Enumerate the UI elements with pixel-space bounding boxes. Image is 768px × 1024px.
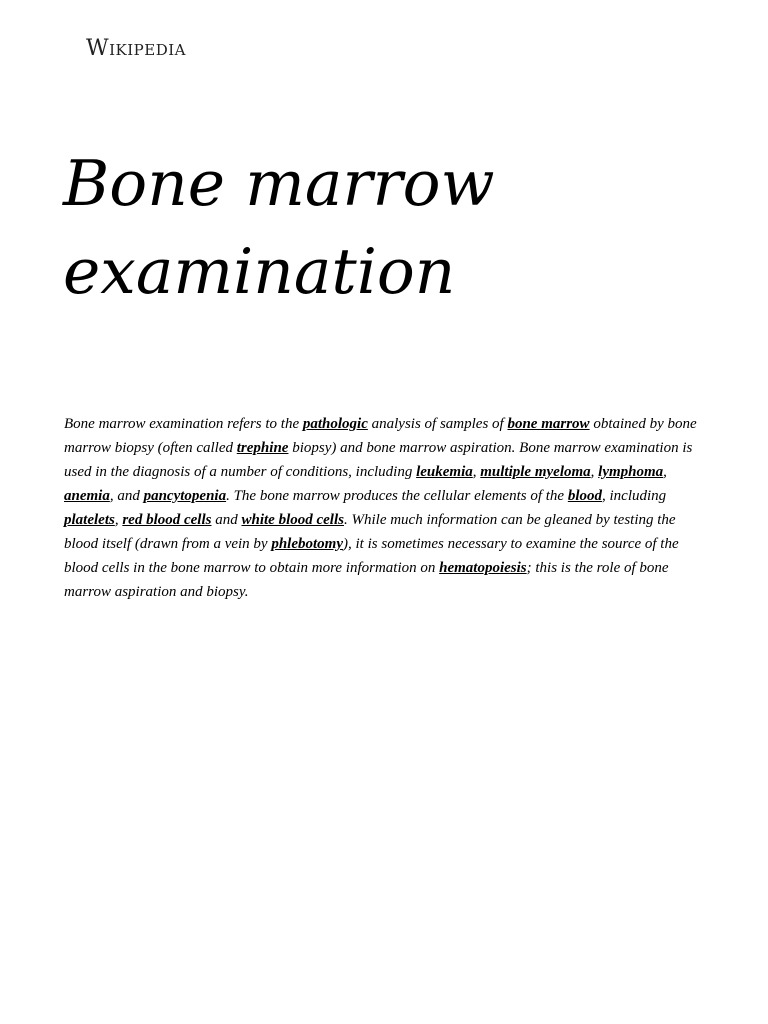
- intro-text: ,: [472, 464, 481, 480]
- article-intro-paragraph: [64, 412, 700, 604]
- link-phlebotomy[interactable]: phlebotomy: [271, 536, 344, 552]
- link-multiple-myeloma[interactable]: multiple myeloma: [480, 464, 591, 480]
- intro-text: , and: [109, 488, 144, 504]
- link-trephine[interactable]: trephine: [236, 440, 289, 456]
- intro-text: biopsy) and bone marrow aspiration. Bone marrow examination is used in the diagnosis of a number of conditions, including: [64, 440, 693, 480]
- link-white-blood-cells[interactable]: white blood cells: [241, 512, 344, 528]
- intro-text: ,: [114, 512, 123, 528]
- intro-text: . While much information can be gleaned by testing the blood itself (drawn from a vein by: [64, 512, 676, 552]
- page-title: Bone marrow examination: [63, 147, 495, 308]
- wikipedia-wordmark[interactable]: Wikipedia: [86, 36, 186, 61]
- link-hematopoiesis[interactable]: hematopoiesis: [439, 560, 527, 576]
- intro-text: and: [211, 512, 242, 528]
- link-blood[interactable]: blood: [567, 488, 603, 504]
- intro-text: ,: [663, 464, 667, 480]
- link-pancytopenia[interactable]: pancytopenia: [143, 488, 227, 504]
- intro-text: ,: [590, 464, 599, 480]
- link-red-blood-cells[interactable]: red blood cells: [122, 512, 212, 528]
- link-leukemia[interactable]: leukemia: [416, 464, 473, 480]
- intro-text: obtained by bone marrow biopsy (often called: [64, 416, 697, 456]
- intro-text: . The bone marrow produces the cellular elements of the: [226, 488, 568, 504]
- link-pathologic[interactable]: pathologic: [302, 416, 368, 432]
- intro-text: analysis of samples of: [367, 416, 508, 432]
- intro-text: ), it is sometimes necessary to examine the source of the blood cells in the bone marrow to obtain more information on: [64, 536, 679, 576]
- intro-text: , including: [602, 488, 667, 504]
- link-anemia[interactable]: anemia: [64, 488, 110, 504]
- link-bone-marrow[interactable]: bone marrow: [507, 416, 590, 432]
- link-lymphoma[interactable]: lymphoma: [598, 464, 664, 480]
- intro-text: ; this is the role of bone marrow aspiration and biopsy.: [64, 560, 669, 600]
- intro-text: Bone marrow examination refers to the: [64, 416, 303, 432]
- link-platelets[interactable]: platelets: [64, 512, 115, 528]
